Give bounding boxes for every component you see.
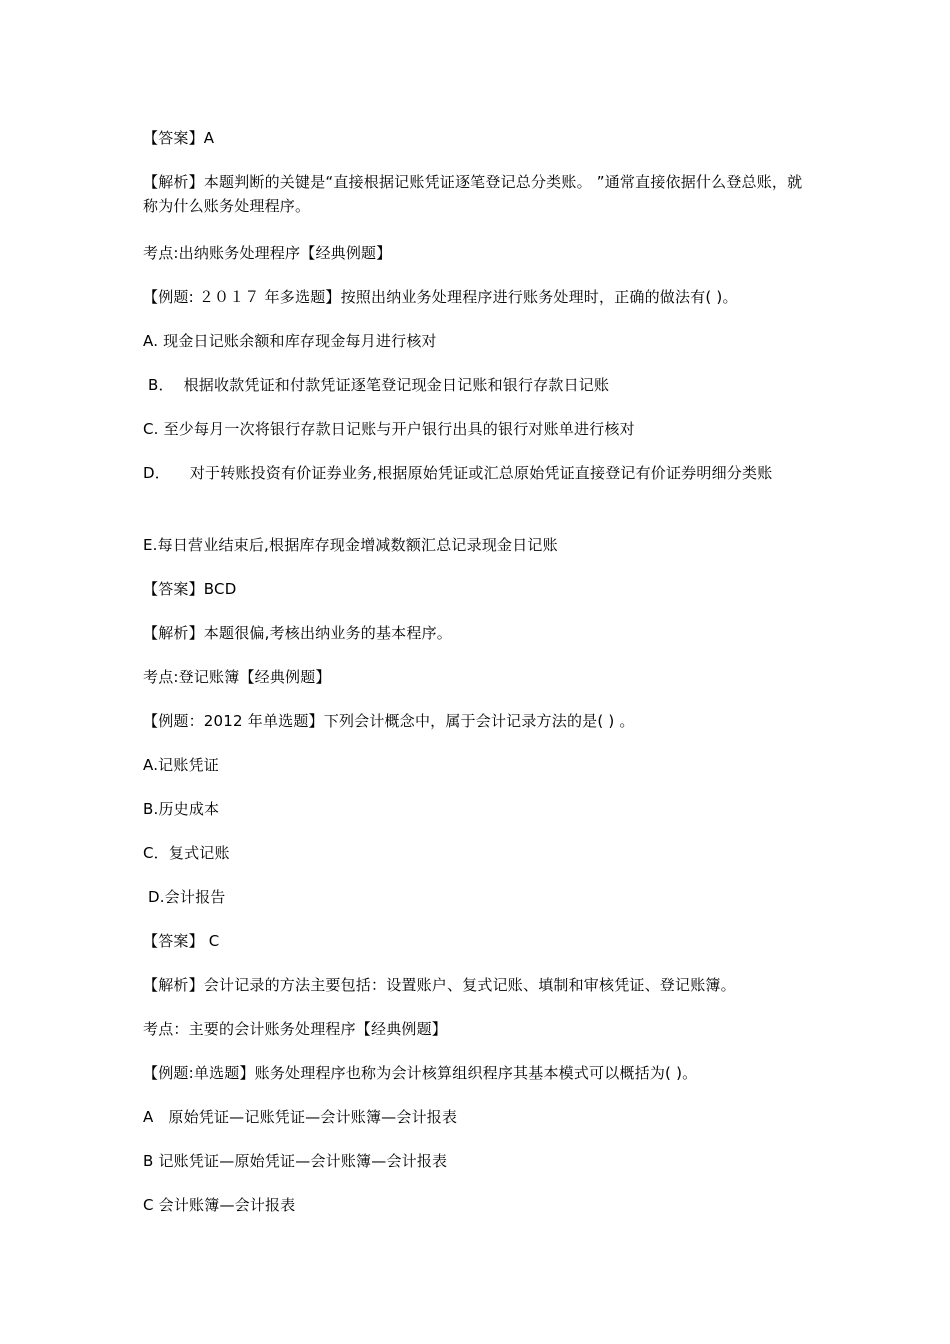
option-d-1: D． 对于转账投资有价证券业务,根据原始凭证或汇总原始凭证直接登记有价证券明细分类账 <box>143 464 773 482</box>
option-a-3: A 原始凭证—记账凭证—会计账簿—会计报表 <box>143 1108 458 1126</box>
answer-line-3: 【答案】 C <box>143 932 220 950</box>
option-b-2: B.历史成本 <box>143 800 220 818</box>
analysis-paragraph-1: 【解析】本题判断的关键是“直接根据记账凭证逐笔登记总分类账。 ”通常直接依据什么登总账，就称为什么账务处理程序。 <box>143 173 803 215</box>
analysis-paragraph-3: 【解析】会计记录的方法主要包括：设置账户、复式记账、填制和审核凭证、登记账簿。 <box>143 976 736 994</box>
topic-heading-1: 考点:出纳账务处理程序【经典例题】 <box>143 244 392 262</box>
analysis-paragraph-2: 【解析】本题很偏,考核出纳业务的基本程序。 <box>143 624 452 642</box>
option-c-3: C 会计账簿—会计报表 <box>143 1196 296 1214</box>
option-c-1: C. 至少每月一次将银行存款日记账与开户银行出具的银行对账单进行核对 <box>143 420 635 438</box>
option-a-1: A. 现金日记账余额和库存现金每月进行核对 <box>143 332 437 350</box>
answer-line-1: 【答案】A <box>143 129 215 147</box>
topic-heading-2: 考点:登记账簿【经典例题】 <box>143 668 331 686</box>
example-question-2: 【例题：2012 年单选题】下列会计概念中，属于会计记录方法的是( ) 。 <box>143 712 635 730</box>
example-question-1: 【例题: ２０１７ 年多选题】按照出纳业务处理程序进行账务处理时，正确的做法有( )。 <box>143 288 738 306</box>
example-question-3: 【例题:单选题】账务处理程序也称为会计核算组织程序其基本模式可以概括为( )。 <box>143 1064 698 1082</box>
option-d-2: D.会计报告 <box>143 888 226 906</box>
option-c-2: C．复式记账 <box>143 844 230 862</box>
option-b-3: B 记账凭证—原始凭证—会计账簿—会计报表 <box>143 1152 448 1170</box>
option-a-2: A.记账凭证 <box>143 756 219 774</box>
option-b-1: B． 根据收款凭证和付款凭证逐笔登记现金日记账和银行存款日记账 <box>143 376 610 394</box>
topic-heading-3: 考点：主要的会计账务处理程序【经典例题】 <box>143 1020 448 1038</box>
option-e-1: E.每日营业结束后,根据库存现金增减数额汇总记录现金日记账 <box>143 536 558 554</box>
answer-line-2: 【答案】BCD <box>143 580 237 598</box>
